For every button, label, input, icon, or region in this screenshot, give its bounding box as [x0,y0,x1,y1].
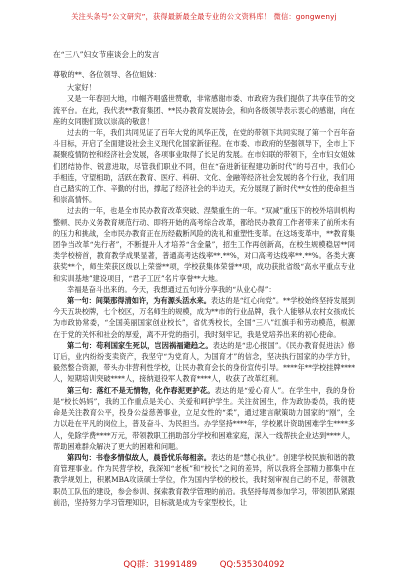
qq-group: QQ群：31991489 [123,560,198,570]
qq-number: QQ:535304092 [219,560,285,570]
promo-banner-text: 关注头条号“公文研究”，获得最新最全最专业的公文资料库！ 微信：gongwenyj [71,12,337,21]
contact-footer [0,558,408,570]
point-heading: 第四句：书卷多情似故人，晨昏忧乐每相亲。 [67,452,211,462]
document-title: 在“三八”妇女节座谈会上的发言 [53,50,160,59]
paragraph: 幸福是奋斗出来的。今天，我想通过五句诗分享我的“从业心得”： [67,284,276,294]
paragraph: 又是一年春回大地，巾帼齐唱盛世赞歌，非常感谢市委、市政府为我们提供了共享佳节的交流平台。在此，我代表**教育集团、**民办教育发展协会，和向各级领导表示衷心的感谢，向在座的女同胞们致以崇高的敬意！ [53,94,355,126]
point-heading: 第三句：落红不是无情物，化作春泥更护花。 [67,385,215,395]
paragraph: 第二句：苟利国家生死以，岂因祸福避趋之。表达的是“忠心报国”。《民办教育促进法》修订后，业内纷纷变卖资产，我坚守“为党育人，为国育才”的信念，坚决执行国家的办学方针，毅然整合资源，带头办非营利性学校，让民办教育会长的身份宣传引导。****年**学校挂牌****人，短期培训突破****人，接纳退役军人教育****人，收获了改革红利。 [53,340,355,384]
paragraph: 第四句：书卷多情似故人，晨昏忧乐每相亲。表达的是“慧心执业”。创建学校民族和谐的教育管理事业。作为民营学校，我深知“老板”和“校长”之间的差异，所以我将全部精力都集中在教学规划上，积累MBA攻读硕士学位，作为国内学校的校长，我时刻审视自己的不足，带领教职员工队伍的建设，参会参训、探索教育教学管理的前沿。我坚持每周参加学习，带领团队紧跟前沿，坚持努力学习管理知识，目标就是成为专家型校长，让 [53,452,355,507]
greeting-line: 大家好！ [67,83,96,93]
paragraph: 过去的一年，我们共同见证了百年大党的风华正茂，在党的带领下共同实现了第一个百年奋斗目标，开启了全面建设社会主义现代化国家新征程。在市委、市政府的坚强领导下，全市上下凝聚疫情防控和经济社会发展，各项事业取得了长足的发展。在市妇联的带领下，全市妇女姐妹们团结协作、锐意进取，尽管我们职业不同，但在“奋进新征程建功新时代”的号召中，我们心手相连，守望相助，活跃在教育、医疗、科研、文化、金融等经济社会发展的各个行业，我们用自己踏实的工作、辛勤的付出，撑起了经济社会的半边天，充分展现了新时代**女性的使命担当和崇高情怀。 [53,128,355,205]
paragraph: 第一句：间渠那得清如许，为有源头活水来。表达的是“红心向党”。**学校始终坚持发展到今天五块校牌，七个校区，万名师生的规模，成为**市的行业品牌，我个人能够从农村女孩成长为市政协常委，“全国美丽国家创业校长”，省优秀校长，全国“三八”红旗手和劳动模范，根源在于党的关怀和社会的厚爱，离不开党的指引，我时刻牢记，我是党培养出来的初心使命。 [53,296,355,339]
point-heading: 第二句：苟利国家生死以，岂因祸福避趋之。 [67,340,213,350]
point-heading: 第一句：间渠那得清如许，为有源头活水来。 [67,296,211,306]
paragraph: 过去的一年，也是全市民办教育改革突破、涅槃重生的一年。“双减”重压下的校外培训机构整顿、民办义务教育规范行动、即将开始的高考综合改革，都给民办教育工作者带来了前所未有的压力和挑战，全市民办教育正在历经截断风险的洗礼和重塑性变革。在这场变革中，**教育集团争当改革“先行者”，不断提升人才培养“含金量”，招生工作再创新高，在校生规模稳居**同类学校榜首，教育教学成果显著，普通高考达线率**.**%，对口高考达线率**.**%。各类大赛获奖**个，师生荣获区级以上荣誉**项，学校获集体荣誉**项，成功获批省级“高水平重点专业和实训基地”建设项目，“君子工匠”名片享誉**大地。 [53,206,355,283]
document-body [53,49,355,508]
promo-banner [0,4,408,26]
paragraph: 第三句：落红不是无情物，化作春泥更护花。表达的是“爱心育人”。在学生中，我的身份是“校长妈妈”，我的工作重点是关心、关爱和呵护学生。关注贫困生，作为政协委员，我的使命是关注教育公平，投身公益慈善事业，立足女性的“柔”，通过建言献策助力国家的“刚”，全力以赴在平凡的岗位上，普及奋斗、为民担当。办学坚持****年，学校累计资助困难学生****多人，免除学费****万元，带领教职工捐助部分学校和困难家庭，深入一线帮扶企业达到****人，帮助困难群众解决了更大的困难和问题。 [53,385,355,451]
salutation: 尊敬的**、各位领导、各位姐妹： [53,70,161,79]
